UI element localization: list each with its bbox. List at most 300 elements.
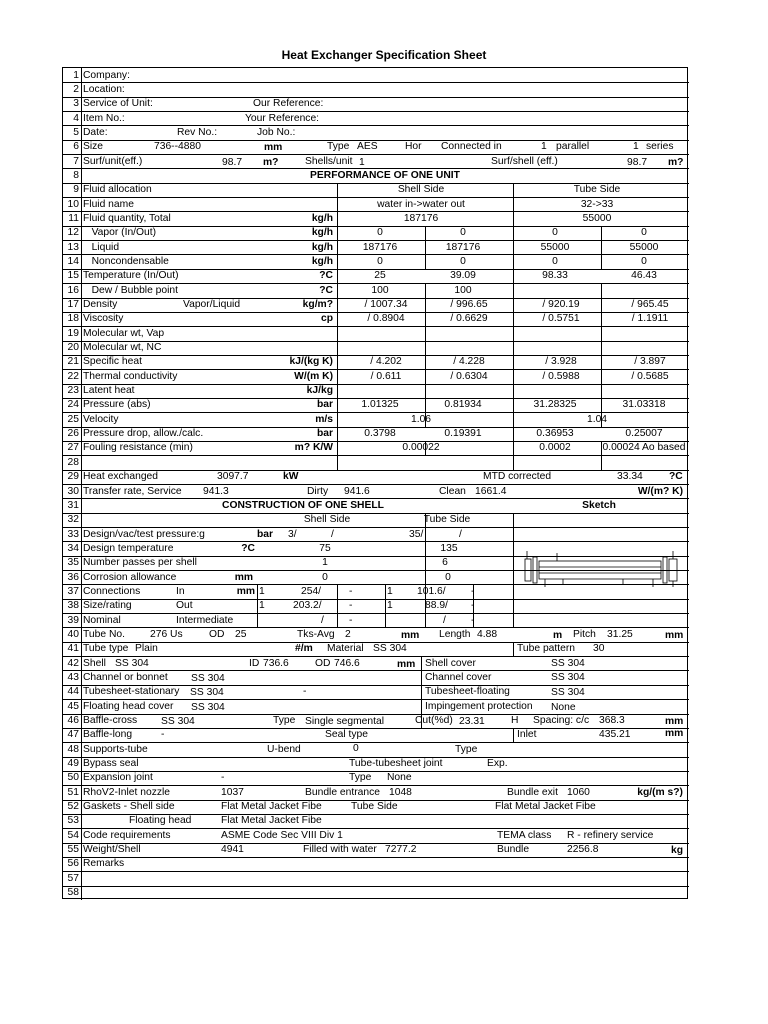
cell-text: 1.04 (586, 413, 608, 425)
cell-text: Connections (83, 585, 141, 597)
cell-text: 98.7 (627, 156, 648, 168)
cell-text: 187176 (445, 241, 481, 253)
cell-text: Floating head (129, 815, 192, 827)
cell-text: - (349, 585, 353, 597)
cell-text: Pitch (573, 628, 596, 640)
row-number: 54 (67, 829, 79, 841)
cell-text: cp (320, 313, 333, 325)
cell-text: 2256.8 (567, 844, 599, 856)
cell-text: Bundle exit (507, 786, 558, 798)
cell-text: 55000 (629, 241, 659, 253)
cell-text: / 0.5751 (542, 313, 580, 325)
cell-text: water in->water out (377, 198, 465, 210)
cell-text: kg/h (311, 255, 333, 267)
cell-text: 33.34 (617, 471, 643, 483)
cell-text: mm (665, 716, 684, 728)
cell-text: 254/ (301, 585, 322, 597)
cell-text: kg/h (311, 227, 333, 239)
cell-text: #/m (295, 643, 313, 655)
cell-text: / 0.8904 (367, 313, 405, 325)
cell-text: kJ/kg (306, 385, 333, 397)
cell-text: OD (209, 628, 225, 640)
cell-text: SS 304 (115, 657, 149, 669)
cell-text: Latent heat (83, 385, 135, 397)
cell-text: None (387, 772, 412, 784)
cell-text: Transfer rate, Service (83, 485, 182, 497)
cell-text: 1060 (567, 786, 590, 798)
cell-text: bar (316, 428, 333, 440)
cell-text: SS 304 (190, 687, 224, 699)
cell-text: Design/vac/test pressure:g (83, 528, 205, 540)
cell-text: / 1.1911 (631, 313, 669, 325)
cell-text: 276 Us (150, 628, 183, 640)
row-number: 57 (67, 872, 79, 884)
cell-text: kJ/(kg K) (289, 356, 333, 368)
cell-text: Type (349, 772, 372, 784)
cell-text: mm (665, 629, 684, 641)
grid-line (385, 584, 386, 627)
cell-text: Shell (83, 657, 106, 669)
cell-text: Material (327, 643, 364, 655)
grid-line (63, 97, 689, 98)
cell-text: 32->33 (580, 198, 614, 210)
cell-text: ID (249, 657, 260, 669)
cell-text: Tube Side (423, 514, 471, 526)
cell-text: 7277.2 (385, 844, 417, 856)
cell-text: / (443, 614, 446, 626)
cell-text: / 0.611 (370, 370, 402, 382)
cell-text: Fluid allocation (83, 184, 152, 196)
row-number: 34 (67, 542, 79, 554)
cell-text: 98.7 (222, 156, 243, 168)
cell-text: 0.81934 (444, 399, 482, 411)
cell-text: 0 (641, 227, 647, 239)
cell-text: Channel cover (425, 671, 492, 683)
cell-text: Plain (135, 643, 158, 655)
cell-text: Specific heat (83, 356, 142, 368)
cell-text: Vapor/Liquid (183, 299, 241, 311)
grid-line (63, 154, 689, 155)
cell-text: Location: (83, 83, 125, 95)
cell-text: Item No.: (83, 112, 125, 124)
cell-text: 0 (552, 227, 558, 239)
grid-line (81, 68, 82, 900)
cell-text: kg/h (311, 241, 333, 253)
cell-text: TEMA class (497, 829, 552, 841)
cell-text: Remarks (83, 858, 125, 870)
cell-text: 0.00024 Ao based (602, 442, 686, 454)
cell-text: Surf/unit(eff.) (83, 155, 143, 167)
grid-line (513, 513, 514, 628)
cell-text: 0 (377, 255, 383, 267)
grid-line (425, 283, 426, 426)
row-number: 42 (67, 657, 79, 669)
cell-text: Floating head cover (83, 700, 174, 712)
cell-text: 1.01325 (361, 399, 399, 411)
cell-text: 25 (235, 628, 247, 640)
cell-text: 0 (552, 255, 558, 267)
cell-text: Tube pattern (517, 643, 576, 655)
cell-text: 23.31 (459, 716, 485, 728)
cell-text: Design temperature (83, 542, 174, 554)
cell-text: Seal type (325, 729, 368, 741)
cell-text: - (161, 729, 165, 741)
cell-text: 736.6 (263, 657, 289, 669)
cell-text: 941.3 (203, 485, 229, 497)
row-number: 58 (67, 887, 79, 899)
cell-text: Sketch (582, 499, 616, 511)
row-number: 28 (67, 456, 79, 468)
row-number: 41 (67, 643, 79, 655)
cell-text: Company: (83, 69, 130, 81)
cell-text: Dirty (307, 485, 329, 497)
cell-text: Out (176, 600, 193, 612)
grid-line (63, 125, 689, 126)
cell-text: 31.28325 (533, 399, 577, 411)
row-number: 29 (67, 471, 79, 483)
cell-text: m? (668, 156, 684, 168)
grid-line (63, 599, 689, 600)
cell-text: Exp. (487, 758, 508, 770)
row-number: 14 (67, 255, 79, 267)
row-number: 35 (67, 557, 79, 569)
row-number: 25 (67, 413, 79, 425)
cell-text: 1 (322, 557, 328, 569)
cell-text: Bypass seal (83, 758, 139, 770)
cell-text: Tube Side (573, 184, 621, 196)
cell-text: 0 (641, 255, 647, 267)
cell-text: 3/ (288, 528, 297, 540)
cell-text: Noncondensable (83, 255, 169, 267)
cell-text: Tubesheet-stationary (83, 686, 180, 698)
cell-text: Number passes per shell (83, 557, 197, 569)
cell-text: Dew / Bubble point (83, 284, 179, 296)
cell-text: 6 (442, 557, 448, 569)
cell-text: 0 (445, 571, 451, 583)
row-number: 48 (67, 743, 79, 755)
cell-text: Type (327, 141, 350, 153)
row-number: 11 (68, 212, 79, 224)
cell-text: 1 (541, 141, 547, 153)
cell-text: ?C (319, 270, 333, 282)
row-number: 17 (67, 299, 79, 311)
cell-text: 435.21 (599, 729, 631, 741)
cell-text: Channel or bonnet (83, 671, 168, 683)
grid-line (63, 613, 689, 614)
cell-text: 4941 (221, 844, 244, 856)
cell-text: / 1007.34 (364, 299, 408, 311)
cell-text: Impingement protection (425, 700, 533, 712)
cell-text: Flat Metal Jacket Fibe (221, 801, 322, 813)
cell-text: 1 (259, 600, 265, 612)
row-number: 16 (67, 284, 79, 296)
cell-text: / 996.65 (450, 299, 488, 311)
row-number: 53 (67, 815, 79, 827)
cell-text: - (471, 600, 475, 612)
row-number: 51 (67, 786, 79, 798)
cell-text: 1.06 (410, 413, 432, 425)
row-number: 7 (73, 155, 79, 167)
cell-text: 941.6 (344, 485, 370, 497)
grid-line (601, 283, 602, 426)
cell-text: bar (316, 399, 333, 411)
cell-text: m? (263, 156, 279, 168)
cell-text: Tube-tubesheet joint (349, 758, 443, 770)
cell-text: Thermal conductivity (83, 370, 178, 382)
cell-text: Clean (439, 485, 466, 497)
cell-text: 0 (377, 227, 383, 239)
row-number: 6 (73, 141, 79, 153)
grid-line (63, 226, 689, 227)
cell-text: Your Reference: (245, 112, 320, 124)
cell-text: 4.88 (477, 628, 498, 640)
cell-text: 2 (345, 628, 351, 640)
cell-text: m? K/W (294, 442, 333, 454)
cell-text: parallel (556, 141, 590, 153)
row-number: 45 (67, 700, 79, 712)
cell-text: 135 (440, 542, 458, 554)
grid-line (513, 183, 514, 470)
grid-line (513, 728, 514, 742)
cell-text: 1 (633, 141, 639, 153)
cell-text: / 3.928 (545, 356, 577, 368)
row-number: 30 (67, 485, 79, 497)
cell-text: Type (455, 743, 478, 755)
cell-text: Expansion joint (83, 772, 153, 784)
cell-text: AES (357, 141, 378, 153)
cell-text: W/(m K) (294, 370, 333, 382)
spec-sheet (62, 67, 688, 899)
cell-text: Hor (405, 141, 422, 153)
grid-line (601, 226, 602, 269)
cell-text: 55000 (540, 241, 570, 253)
row-number: 26 (67, 428, 79, 440)
cell-text: - (349, 600, 353, 612)
cell-text: Velocity (83, 413, 119, 425)
row-number: 49 (67, 758, 79, 770)
cell-text: MTD corrected (483, 471, 552, 483)
cell-text: ?C (241, 542, 255, 554)
row-number: 37 (67, 585, 79, 597)
row-number: 19 (67, 327, 79, 339)
cell-text: Tube type (83, 643, 129, 655)
row-number: 1 (73, 69, 79, 81)
cell-text: / 4.202 (370, 356, 402, 368)
row-number: 13 (67, 241, 79, 253)
cell-text: Fluid quantity, Total (83, 212, 171, 224)
cell-text: / 4.228 (453, 356, 485, 368)
row-number: 47 (67, 729, 79, 741)
cell-text: Job No.: (257, 126, 296, 138)
grid-line (257, 584, 258, 627)
cell-text: SS 304 (551, 687, 585, 699)
cell-text: mm (236, 585, 255, 597)
row-number: 31 (67, 499, 79, 511)
cell-text: 100 (371, 284, 389, 296)
row-number: 46 (67, 715, 79, 727)
cell-text: 0 (460, 255, 466, 267)
cell-text: Vapor (In/Out) (83, 227, 157, 239)
cell-text: kg (671, 845, 684, 857)
cell-text: Shells/unit (305, 155, 353, 167)
cell-text: 46.43 (631, 270, 657, 282)
cell-text: RhoV2-Inlet nozzle (83, 786, 171, 798)
cell-text: SS 304 (161, 716, 195, 728)
cell-text: ASME Code Sec VIII Div 1 (221, 829, 343, 841)
cell-text: mm (665, 728, 684, 740)
cell-text: Gaskets - Shell side (83, 801, 175, 813)
cell-text: Bundle (497, 844, 530, 856)
cell-text: kW (283, 471, 299, 483)
cell-text: 30 (593, 643, 605, 655)
cell-text: In (176, 585, 185, 597)
row-number: 33 (67, 528, 79, 540)
cell-text: 55000 (582, 212, 612, 224)
grid-line (63, 82, 689, 83)
grid-line (63, 111, 689, 112)
grid-line (63, 384, 689, 385)
cell-text: Service of Unit: (83, 98, 153, 110)
cell-text: m (553, 629, 563, 641)
cell-text: - (221, 772, 225, 784)
grid-line (63, 455, 689, 456)
cell-text: Fouling resistance (min) (83, 442, 193, 454)
cell-text: Corrosion allowance (83, 571, 177, 583)
cell-text: 1 (259, 585, 265, 597)
row-number: 39 (67, 614, 79, 626)
cell-text: Liquid (83, 241, 120, 253)
cell-text: 187176 (403, 212, 439, 224)
cell-text: kg/m? (302, 299, 333, 311)
cell-text: mm (397, 658, 416, 670)
cell-text: Temperature (In/Out) (83, 270, 179, 282)
grid-line (63, 771, 689, 772)
row-number: 12 (67, 227, 79, 239)
row-number: 36 (67, 571, 79, 583)
cell-text: Size/rating (83, 600, 132, 612)
cell-text: 0 (322, 571, 328, 583)
cell-text: 0 (353, 742, 359, 754)
grid-line (63, 857, 689, 858)
cell-text: Rev No.: (177, 126, 218, 138)
cell-text: / 0.5685 (631, 370, 669, 382)
row-number: 2 (73, 83, 79, 95)
cell-text: Size (83, 141, 104, 153)
cell-text: / (321, 614, 324, 626)
row-number: 40 (67, 628, 79, 640)
cell-text: Spacing: c/c (533, 715, 590, 727)
cell-text: 3097.7 (217, 471, 249, 483)
cell-text: mm (264, 142, 283, 154)
grid-line (337, 183, 338, 470)
row-number: 10 (67, 198, 79, 210)
cell-text: 187176 (362, 241, 398, 253)
cell-text: / (331, 528, 334, 540)
cell-text: SS 304 (191, 701, 225, 713)
row-number: 55 (67, 844, 79, 856)
row-number: 5 (73, 126, 79, 138)
row-number: 43 (67, 671, 79, 683)
cell-text: SS 304 (551, 657, 585, 669)
cell-text: / 3.897 (634, 356, 666, 368)
cell-text: Heat exchanged (83, 471, 158, 483)
cell-text: - (349, 614, 353, 626)
cell-text: m/s (315, 413, 333, 425)
cell-text: Nominal (83, 614, 121, 626)
grid-line (63, 513, 689, 514)
cell-text: 39.09 (450, 270, 476, 282)
row-number: 44 (67, 686, 79, 698)
cell-text: Supports-tube (83, 743, 148, 755)
cell-text: 1 (359, 156, 365, 168)
cell-text: Tubesheet-floating (425, 686, 510, 698)
cell-text: Fluid name (83, 198, 134, 210)
cell-text: 31.25 (607, 628, 633, 640)
cell-text: 0.25007 (625, 428, 663, 440)
row-number: 8 (73, 169, 79, 181)
cell-text: Density (83, 299, 118, 311)
cell-text: Length (439, 628, 471, 640)
row-number: 56 (67, 858, 79, 870)
cell-text: Bundle entrance (305, 786, 380, 798)
cell-text: Tube Side (351, 801, 398, 813)
cell-text: PERFORMANCE OF ONE UNIT (310, 169, 460, 181)
cell-text: Our Reference: (253, 98, 324, 110)
cell-text: / 0.6629 (450, 313, 488, 325)
row-number: 20 (67, 342, 79, 354)
cell-text: 0.0002 (539, 442, 571, 454)
cell-text: Pressure drop, allow./calc. (83, 428, 204, 440)
cell-text: 0.00022 (402, 442, 440, 454)
cell-text: kg/h (311, 212, 333, 224)
cell-text: ?C (669, 471, 683, 483)
grid-line (63, 714, 689, 715)
cell-text: Shell cover (425, 657, 476, 669)
grid-line (337, 584, 338, 627)
cell-text: / (459, 528, 462, 540)
cell-text: None (551, 701, 576, 713)
row-number: 18 (67, 313, 79, 325)
cell-text: 75 (319, 542, 331, 554)
cell-text: 98.33 (542, 270, 568, 282)
grid-line (425, 226, 426, 269)
cell-text: - (303, 686, 307, 698)
cell-text: 746.6 (334, 657, 360, 669)
cell-text: Baffle-cross (83, 715, 138, 727)
cell-text: / 0.5988 (542, 370, 580, 382)
cell-text: OD (315, 657, 331, 669)
cell-text: W/(m? K) (637, 485, 683, 497)
cell-text: bar (256, 528, 273, 540)
row-number: 4 (73, 112, 79, 124)
cell-text: 0.3798 (364, 428, 396, 440)
row-number: 22 (67, 370, 79, 382)
grid-line (63, 742, 689, 743)
cell-text: Molecular wt, Vap (83, 327, 165, 339)
cell-text: 100 (454, 284, 472, 296)
cell-text: Flat Metal Jacket Fibe (221, 815, 322, 827)
row-number: 21 (67, 356, 79, 368)
cell-text: Surf/shell (eff.) (491, 155, 558, 167)
cell-text: 1048 (389, 786, 412, 798)
cell-text: Type (273, 715, 296, 727)
cell-text: / 965.45 (631, 299, 669, 311)
row-number: 50 (67, 772, 79, 784)
cell-text: Shell Side (303, 514, 351, 526)
cell-text: Code requirements (83, 829, 171, 841)
cell-text: Connected in (441, 141, 502, 153)
cell-text: Baffle-long (83, 729, 133, 741)
